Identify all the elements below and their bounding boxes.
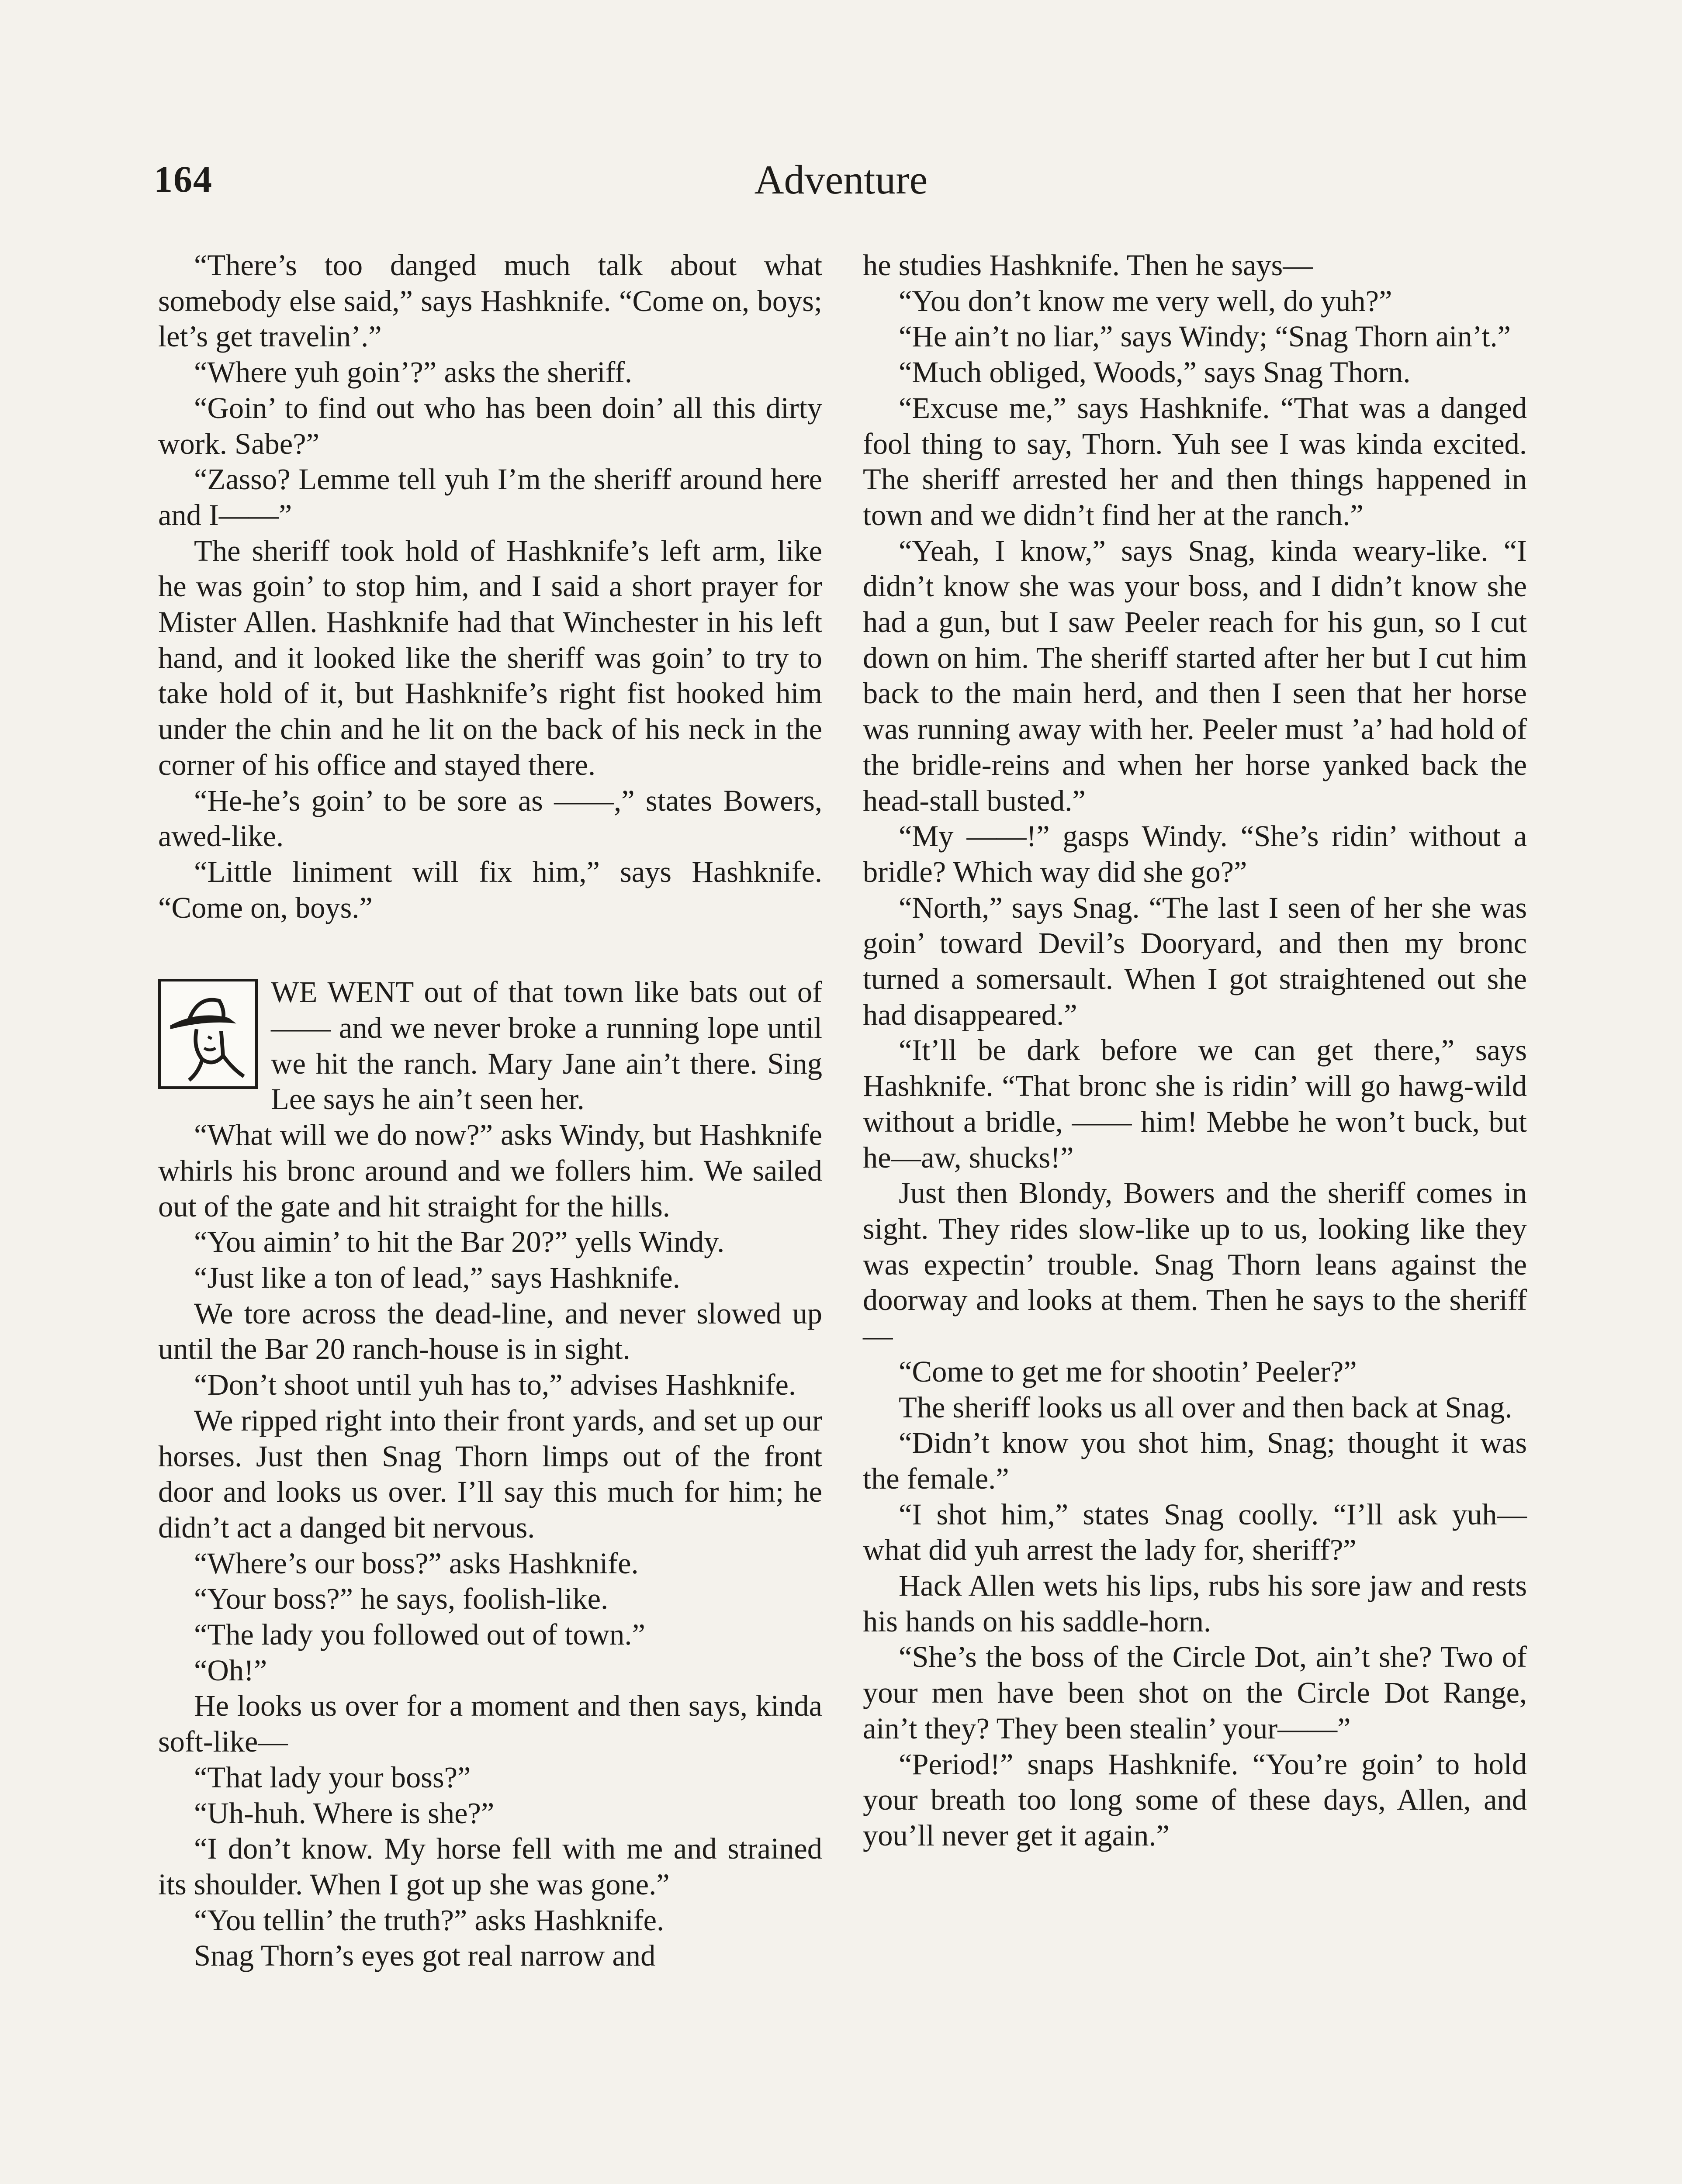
paragraph: Just then Blondy, Bowers and the sheriff comes in sight. They rides slow-like up to us, looking like they was expectin’ trouble. Snag Thorn leans against the doorway and looks at them. Then he says to the sheriff— (863, 1176, 1527, 1353)
paragraph: “I don’t know. My horse fell with me and strained its shoulder. When I got up she was gone.” (158, 1832, 822, 1901)
paragraph: “He ain’t no liar,” says Windy; “Snag Thorn ain’t.” (899, 320, 1511, 353)
paragraph: “What will we do now?” asks Windy, but Hashknife whirls his bronc around and we follers him. We sailed out of the gate and hit straight for the hills. (158, 1118, 822, 1223)
paragraph: He looks us over for a moment and then says, kinda soft-like— (158, 1689, 822, 1759)
paragraph: The sheriff took hold of Hashknife’s left arm, like he was goin’ to stop him, and I said a short prayer for Mister Allen. Hashknife had that Winchester in his left hand, and it looked like the sheriff was goin’ to try to take hold of it, but Hashknife’s right fist hooked him under the chin and he lit on the back of his neck in the corner of his office and stayed there. (158, 534, 822, 781)
paragraph: “North,” says Snag. “The last I seen of her she was goin’ toward Devil’s Dooryard, and then my bronc turned a somersault. When I got straightened out she had disappeared.” (863, 891, 1527, 1031)
paragraph: “Little liniment will fix him,” says Hashknife. “Come on, boys.” (158, 855, 822, 924)
paragraph: “My ——!” gasps Windy. “She’s ridin’ without a bridle? Which way did she go?” (863, 819, 1527, 888)
paragraph: “Just like a ton of lead,” says Hashknife. (194, 1261, 680, 1294)
paragraph: “Your boss?” he says, foolish-like. (194, 1582, 609, 1616)
paragraph: “Don’t shoot until yuh has to,” advises Hashknife. (194, 1368, 796, 1402)
paragraph: “You tellin’ the truth?” asks Hashknife. (194, 1903, 664, 1937)
paragraph: “You don’t know me very well, do yuh?” (899, 284, 1392, 318)
paragraph: “He-he’s goin’ to be sore as ——,” states Bowers, awed-like. (158, 784, 822, 853)
paragraph: “It’ll be dark before we can get there,” says Hashknife. “That bronc she is ridin’ will go hawg-wild without a bridle, —— him! Mebbe he won’t buck, but he—aw, shucks!” (863, 1033, 1527, 1174)
paragraph: “You aimin’ to hit the Bar 20?” yells Windy. (194, 1225, 725, 1259)
paragraph: “Come to get me for shootin’ Peeler?” (899, 1355, 1357, 1388)
paragraph: “Didn’t know you shot him, Snag; thought it was the female.” (863, 1426, 1527, 1495)
paragraph: “Zasso? Lemme tell yuh I’m the sheriff around here and I——” (158, 463, 822, 532)
paragraph: “Goin’ to find out who has been doin’ all this dirty work. Sabe?” (158, 391, 822, 460)
paragraph: “Period!” snaps Hashknife. “You’re goin’ to hold your breath too long some of these days, Allen, and you’ll never get it again.” (863, 1747, 1527, 1852)
paragraph: WE WENT out of that town like bats out of —— and we never broke a running lope until we hit the ranch. Mary Jane ain’t there. Sing Lee says he ain’t seen her. (271, 975, 822, 1116)
paragraph: “I shot him,” states Snag coolly. “I’ll ask yuh—what did yuh arrest the lady for, sheriff?” (863, 1497, 1527, 1567)
cowboy-portrait-icon (158, 979, 258, 1089)
right-column (863, 248, 1527, 1854)
paragraph: “There’s too danged much talk about what somebody else said,” says Hashknife. “Come on, boys; let’s get travelin’.” (158, 249, 822, 353)
paragraph: “Where yuh goin’?” asks the sheriff. (194, 356, 633, 389)
paragraph: “Much obliged, Woods,” says Snag Thorn. (899, 356, 1411, 389)
paragraph: We ripped right into their front yards, and set up our horses. Just then Snag Thorn limps out of the front door and looks us over. I’ll say this much for him; he didn’t act a danged bit nervous. (158, 1403, 822, 1544)
left-column (158, 248, 822, 1974)
paragraph: We tore across the dead-line, and never slowed up until the Bar 20 ranch-house is in sight. (158, 1296, 822, 1366)
page-title: Adventure (754, 157, 928, 203)
paragraph: “Where’s our boss?” asks Hashknife. (194, 1546, 639, 1580)
paragraph: “Oh!” (194, 1653, 267, 1687)
paragraph: “The lady you followed out of town.” (194, 1618, 645, 1652)
section-break (158, 975, 822, 1117)
paragraph: he studies Hashknife. Then he says— (863, 249, 1313, 282)
paragraph: “Yeah, I know,” says Snag, kinda weary-like. “I didn’t know she was your boss, and I didn’t know she had a gun, but I saw Peeler reach for his gun, so I cut down on him. The sheriff started after her but I cut him back to the main herd, and then I seen that her horse was running away with her. Peeler must ’a’ had hold of the bridle-reins and when her horse yanked back the head-stall busted.” (863, 534, 1527, 817)
paragraph: Snag Thorn’s eyes got real narrow and (194, 1939, 656, 1973)
paragraph: “Excuse me,” says Hashknife. “That was a danged fool thing to say, Thorn. Yuh see I was kinda excited. The sheriff arrested her and then things happened in town and we didn’t find her at the ranch.” (863, 391, 1527, 532)
paragraph: “Uh-huh. Where is she?” (194, 1796, 495, 1830)
paragraph: Hack Allen wets his lips, rubs his sore jaw and rests his hands on his saddle-horn. (863, 1569, 1527, 1638)
paragraph: The sheriff looks us all over and then back at Snag. (899, 1390, 1512, 1424)
paragraph: “She’s the boss of the Circle Dot, ain’t she? Two of your men have been shot on the Circle Dot Range, ain’t they? They been stealin’ your——” (863, 1640, 1527, 1745)
paragraph: “That lady your boss?” (194, 1760, 471, 1794)
page-number: 164 (154, 158, 213, 200)
